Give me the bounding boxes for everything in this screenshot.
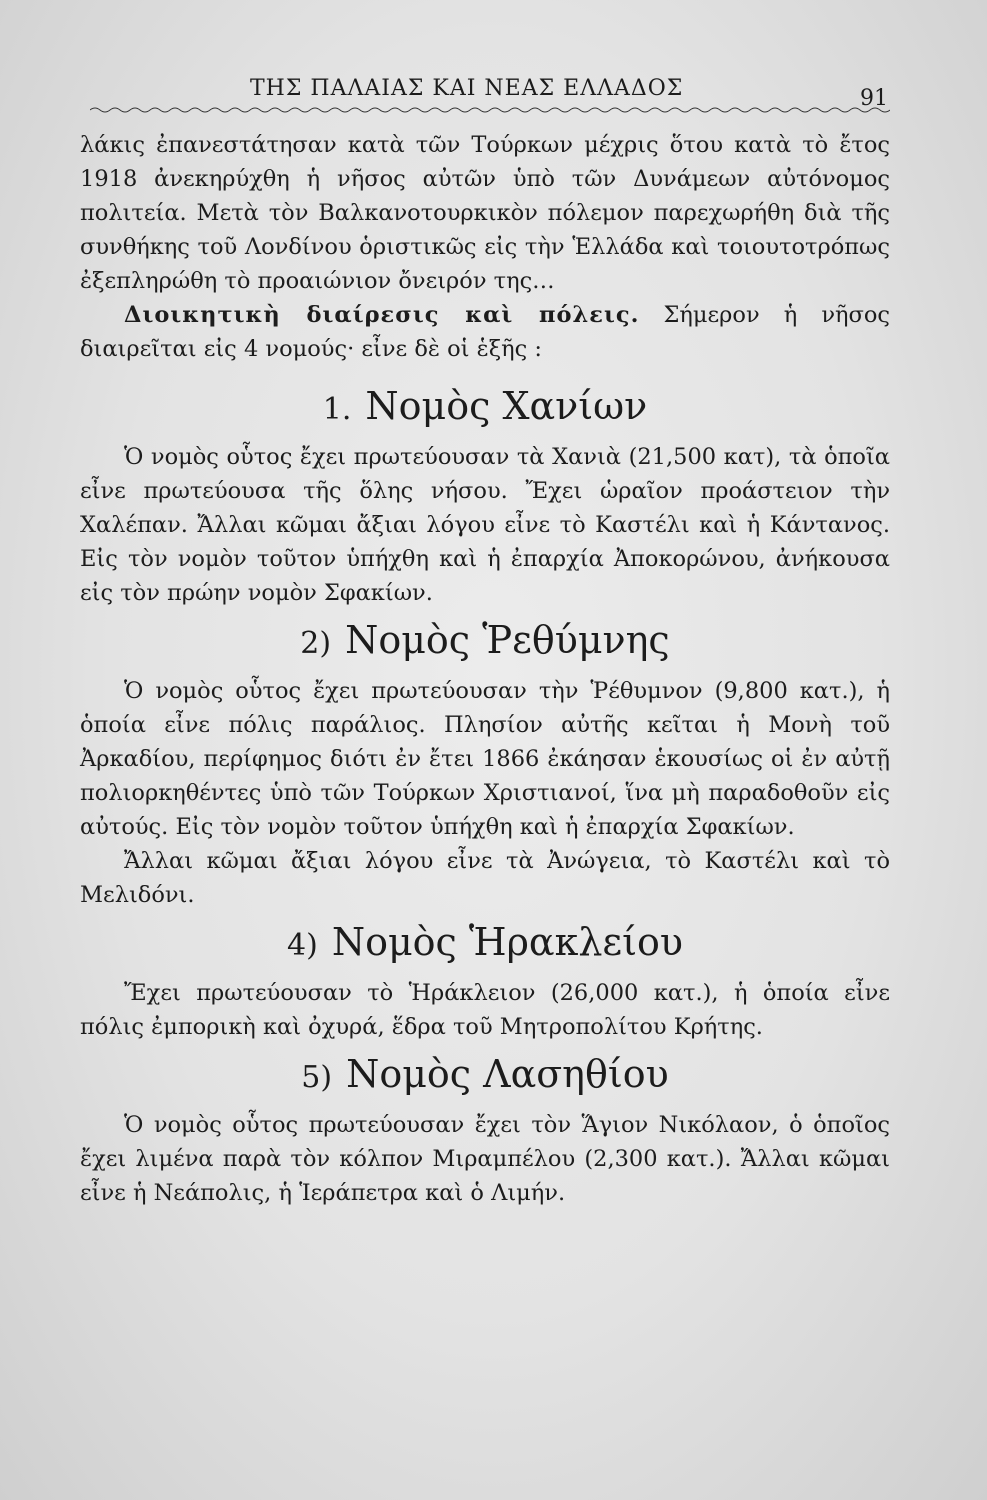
section-number: 5) [301,1060,333,1095]
section-title: Νομὸς Χανίων [365,384,648,428]
section-heading-rethymno [80,614,890,670]
page-number: 91 [860,86,888,111]
division-text: Σήμερον ἡ νῆσος διαιρεῖται εἰς 4 νομούς· εἶνε δὲ οἱ ἑξῆς : [80,302,890,362]
division-paragraph [80,298,890,366]
running-title: ΤΗΣ ΠΑΛΑΙΑΣ ΚΑΙ ΝΕΑΣ ΕΛΛΑΔΟΣ [250,76,684,101]
section-heading-heraklion [80,916,890,972]
division-heading: Διοικητικὴ διαίρεσις καὶ πόλεις. [124,302,640,328]
section-title: Νομὸς Ῥεθύμνης [345,618,670,662]
header-wavy-rule [90,106,890,114]
section-heading-lasithi [80,1048,890,1104]
section-paragraph: Ἄλλαι κῶμαι ἄξιαι λόγου εἶνε τὰ Ἀνώγεια, τὸ Καστέλι καὶ τὸ Μελιδόνι. [80,848,890,908]
section-paragraph: Ὁ νομὸς οὗτος ἔχει πρωτεύουσαν τὰ Χανιὰ (21,500 κατ), τὰ ὁποῖα εἶνε πρωτεύουσα τῆς ὅλης νήσου. Ἔχει ὡραῖον προάστειον τὴν Χαλέπαν. Ἄλλαι κῶμαι ἄξιαι λόγου εἶνε τὸ Καστέλι καὶ ἡ Κάντανος. Εἰς τὸν νομὸν τοῦτον ὑπήχθη καὶ ἡ ἐπαρχία Ἀποκορώνου, ἀνήκουσα εἰς τὸν πρώην νομὸν Σφακίων. [80,444,890,606]
body-text [80,128,890,1210]
section-paragraph: Ὁ νομὸς οὗτος ἔχει πρωτεύουσαν τὴν Ῥέθυμνον (9,800 κατ.), ἡ ὁποία εἶνε πόλις παράλιος. Πλησίον αὐτῆς κεῖται ἡ Μονὴ τοῦ Ἀρκαδίου, περίφημος διότι ἐν ἔτει 1866 ἐκάησαν ἑκουσίως οἱ ἐν αὐτῇ πολιορκηθέντες ὑπὸ τῶν Τούρκων Χριστιανοί, ἵνα μὴ παραδοθοῦν εἰς αὐτούς. Εἰς τὸν νομὸν τοῦτον ὑπήχθη καὶ ἡ ἐπαρχία Σφακίων. [80,678,890,840]
page-header [90,68,890,114]
section-title: Νομὸς Λασηθίου [346,1052,669,1096]
intro-paragraph: λάκις ἐπανεστάτησαν κατὰ τῶν Τούρκων μέχρις ὅτου κατὰ τὸ ἔτος 1918 ἀνεκηρύχθη ἡ νῆσος αὐτῶν ὑπὸ τῶν Δυνάμεων αὐτόνομος πολιτεία. Μετὰ τὸν Βαλκανοτουρκικὸν πόλεμον παρεχωρήθη διὰ τῆς συνθήκης τοῦ Λονδίνου ὁριστικῶς εἰς τὴν Ἑλλάδα καὶ τοιουτοτρόπως ἐξεπληρώθη τὸ προαιώνιον ὄνειρόν της… [80,132,890,294]
section-heading-chania [80,380,890,436]
section-paragraph: Ὁ νομὸς οὗτος πρωτεύουσαν ἔχει τὸν Ἅγιον Νικόλαον, ὁ ὁποῖος ἔχει λιμένα παρὰ τὸν κόλπον Μιραμπέλου (2,300 κατ.). Ἄλλαι κῶμαι εἶνε ἡ Νεάπολις, ἡ Ἱεράπετρα καὶ ὁ Λιμήν. [80,1112,890,1206]
section-number: 1. [322,392,352,427]
section-title: Νομὸς Ἡρακλείου [331,920,683,964]
section-number: 4) [287,928,318,963]
section-number: 2) [300,626,332,661]
section-paragraph: Ἔχει πρωτεύουσαν τὸ Ἡράκλειον (26,000 κατ.), ἡ ὁποία εἶνε πόλις ἐμπορικὴ καὶ ὀχυρά, ἕδρα τοῦ Μητροπολίτου Κρήτης. [80,980,890,1040]
